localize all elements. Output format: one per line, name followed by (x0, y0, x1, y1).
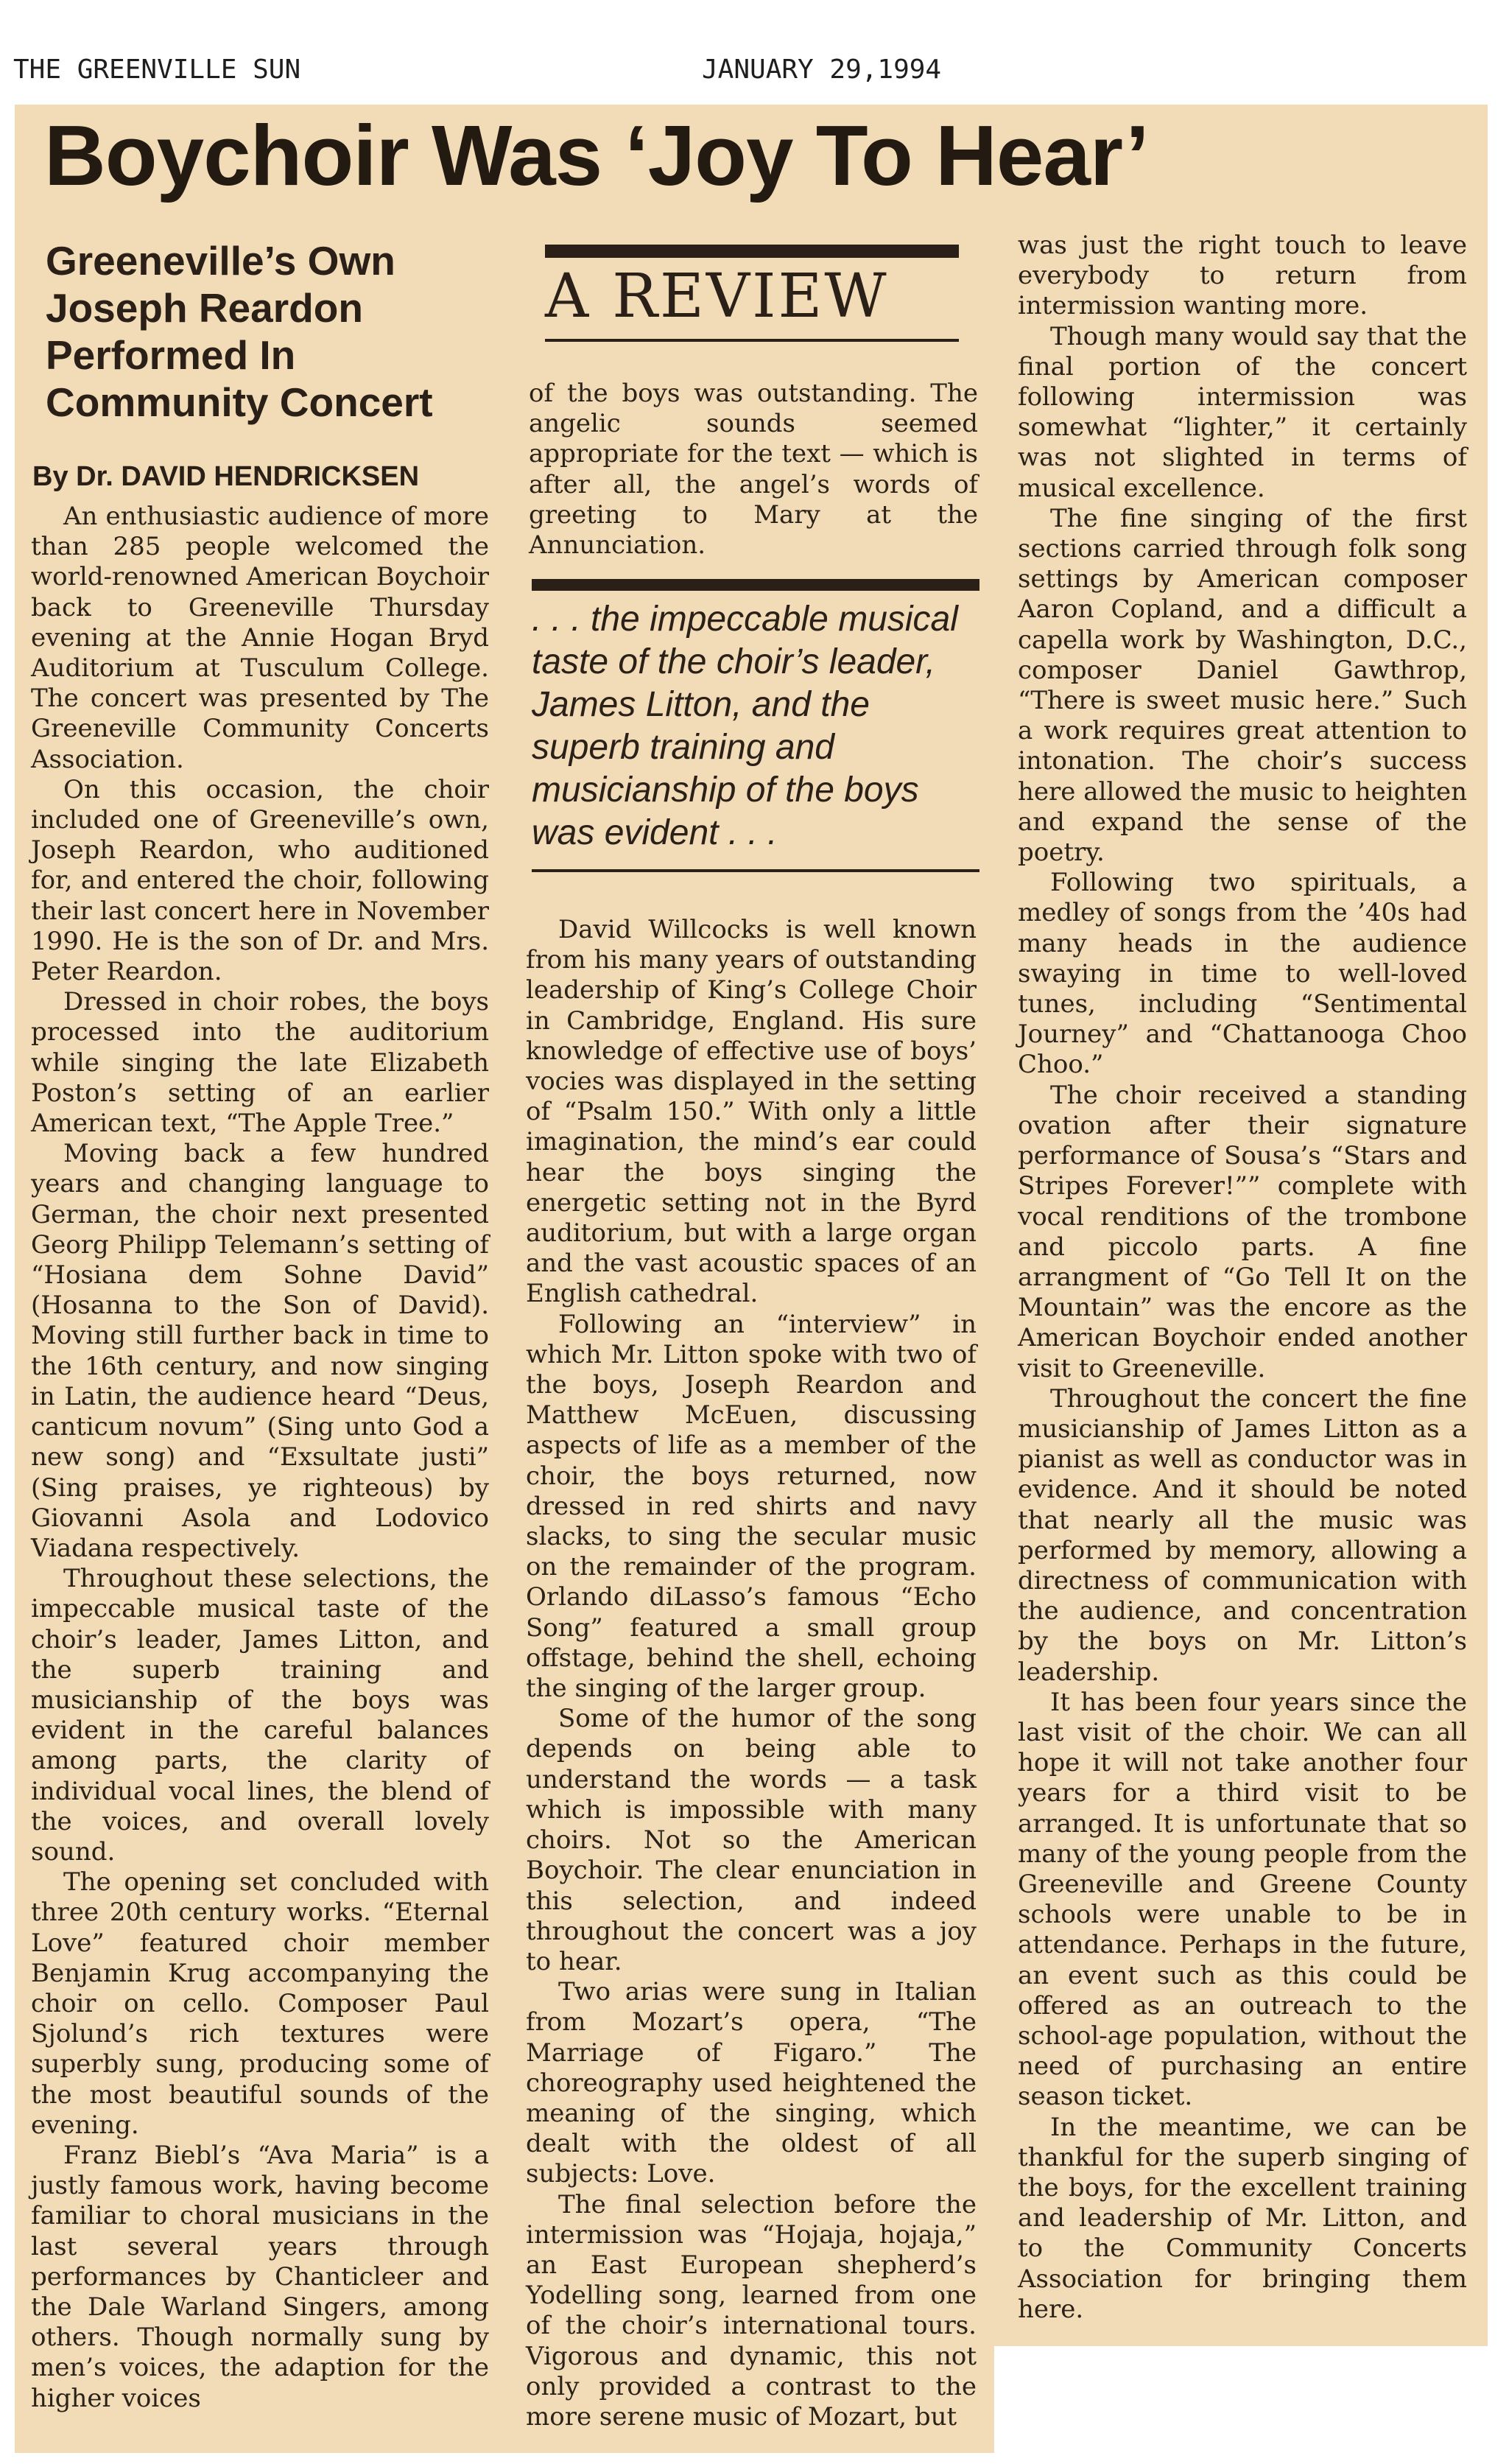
paragraph: Following an “interview” in which Mr. Litton spoke with two of the boys, Joseph Reardon and Matthew McEuen, discussing aspects of life as a member of the choir, the boys returned, now dressed in red shirts and navy slacks, to sing the secular music on the remainder of the program. Orlando diLasso’s famous “Echo Song” featured a small group offstage, behind the shell, echoing the singing of the larger group. (526, 1309, 977, 1704)
review-label: A REVIEW (545, 262, 889, 331)
paragraph: Two arias were sung in Italian from Mozart’s opera, “The Marriage of Figaro.” The choreography used heightened the meaning of the singing, which dealt with the oldest of all subjects: Love. (526, 1977, 977, 2189)
paragraph: In the meantime, we can be thankful for the superb singing of the boys, for the excellent training and leadership of Mr. Litton, and to the Community Concerts Association for bringing them here. (1018, 2112, 1467, 2324)
paragraph: Following two spirituals, a medley of songs from the ’40s had many heads in the audience swaying in time to well-loved tunes, including “Sentimental Journey” and “Chattanooga Choo Choo.” (1018, 868, 1467, 1080)
paragraph: The final selection before the intermission was “Hojaja, hojaja,” an East European shepherd’s Yodelling song, learned from one of the choir’s international tours. Vigorous and dynamic, this not only provided a contrast to the more serene music of Mozart, but (526, 2189, 977, 2432)
article-column-2-continuation (529, 379, 978, 561)
newspaper-name: THE GREENVILLE SUN (13, 55, 301, 85)
paragraph: The choir received a standing ovation after their signature performance of Sousa’s “Stars and Stripes Forever!”” complete with vocal renditions of the trombone and piccolo parts. A fine arrangment of “Go Tell It on the Mountain” was the encore as the American Boychoir ended another visit to Greeneville. (1018, 1080, 1467, 1383)
paragraph: Dressed in choir robes, the boys processed into the auditorium while singing the late Elizabeth Poston’s setting of an earlier American text, “The Apple Tree.” (31, 987, 489, 1139)
publication-date: JANUARY 29,1994 (702, 55, 942, 85)
pull-quote-rule-bottom (532, 869, 979, 872)
paragraph: Some of the humor of the song depends on being able to understand the words — a task which is impossible with many choirs. Not so the American Boychoir. The clear enunciation in this selection, and indeed throughout the concert was a joy to hear. (526, 1704, 977, 1976)
clipping-cut-corner (994, 2346, 1509, 2464)
paragraph: David Willcocks is well known from his many years of outstanding leadership of King’s College Choir in Cambridge, England. His sure knowledge of effective use of boys’ vocies was displayed in the setting of “Psalm 150.” With only a little imagination, the mind’s ear could hear the boys singing the energetic setting not in the Byrd auditorium, but with a large organ and the vast acoustic spaces of an English cathedral. (526, 915, 977, 1309)
article-column-3 (1018, 231, 1467, 2325)
pull-quote: . . . the impeccable musical taste of the choir’s leader, James Litton, and the superb training and musicianship of the boys was evident . . . (532, 600, 958, 852)
paragraph: Franz Biebl’s “Ava Maria” is a justly famous work, having become familiar to choral musicians in the last several years through performances by Chanticleer and the Dale Warland Singers, among others. Though normally sung by men’s voices, the adaption for the higher voices (31, 2140, 489, 2413)
review-rule-top (545, 245, 959, 258)
paragraph: On this occasion, the choir included one of Greeneville’s own, Joseph Reardon, who auditioned for, and entered the choir, following their last concert here in November 1990. He is the son of Dr. and Mrs. Peter Reardon. (31, 774, 489, 987)
paragraph: Throughout the concert the fine musicianship of James Litton as a pianist as well as conductor was in evidence. And it should be noted that nearly all the music was performed by memory, allowing a directness of communication with the audience, and concentration by the boys on Mr. Litton’s leadership. (1018, 1383, 1467, 1687)
paragraph: Moving back a few hundred years and changing language to German, the choir next presented Georg Philipp Telemann’s setting of “Hosiana dem Sohne David” (Hosanna to the Son of David). Moving still further back in time to the 16th century, and now singing in Latin, the audience heard “Deus, canticum novum” (Sing unto God a new song) and “Exsultate justi” (Sing praises, ye righteous) by Giovanni Asola and Lodovico Viadana respectively. (31, 1139, 489, 1563)
paragraph: Throughout these selections, the impeccable musical taste of the choir’s leader, James Litton, and the superb training and musicianship of the boys was evident in the careful balances among parts, the clarity of individual vocal lines, the blend of the voices, and overall lovely sound. (31, 1564, 489, 1867)
masthead (13, 55, 993, 91)
paragraph: The fine singing of the first sections carried through folk song settings by American composer Aaron Copland, and a difficult a capella work by Washington, D.C., composer Daniel Gawthrop, “There is sweet music here.” Such a work requires great attention to intonation. The choir’s success here allowed the music to heighten and expand the sense of the poetry. (1018, 503, 1467, 868)
paragraph: was just the right touch to leave everybody to return from intermission wanting more. (1018, 231, 1467, 321)
paragraph: An enthusiastic audience of more than 285 people welcomed the world-renowned American Boychoir back to Greeneville Thursday evening at the Annie Hogan Bryd Auditorium at Tusculum College. The concert was presented by The Greeneville Community Concerts Association. (31, 502, 489, 774)
headline: Boychoir Was ‘Joy To Hear’ (44, 108, 1149, 203)
paragraph: It has been four years since the last visit of the choir. We can all hope it will not take another four years for a third visit to be arranged. It is unfortunate that so many of the young people from the Greeneville and Greene County schools were unable to be in attendance. Perhaps in the future, an event such as this could be offered as an outreach to the school-age population, without the need of purchasing an entire season ticket. (1018, 1687, 1467, 2112)
paragraph: The opening set concluded with three 20th century works. “Eternal Love” featured choir member Benjamin Krug accompanying the choir on cello. Composer Paul Sjolund’s rich textures were superbly sung, producing some of the most beautiful sounds of the evening. (31, 1867, 489, 2140)
paragraph: of the boys was outstanding. The angelic sounds seemed appropriate for the text — which is after all, the angel’s words of greeting to Mary at the Annunciation. (529, 379, 978, 561)
subheadline: Greeneville’s Own Joseph Reardon Performed In Community Concert (46, 238, 433, 425)
article-column-1 (31, 502, 489, 2414)
paragraph: Though many would say that the final portion of the concert following intermission was somewhat “lighter,” it certainly was not slighted in terms of musical excellence. (1018, 321, 1467, 503)
byline: By Dr. DAVID HENDRICKSEN (32, 461, 420, 492)
article-column-2 (526, 915, 977, 2432)
pull-quote-rule-top (532, 579, 979, 591)
review-rule-bottom (545, 339, 959, 342)
